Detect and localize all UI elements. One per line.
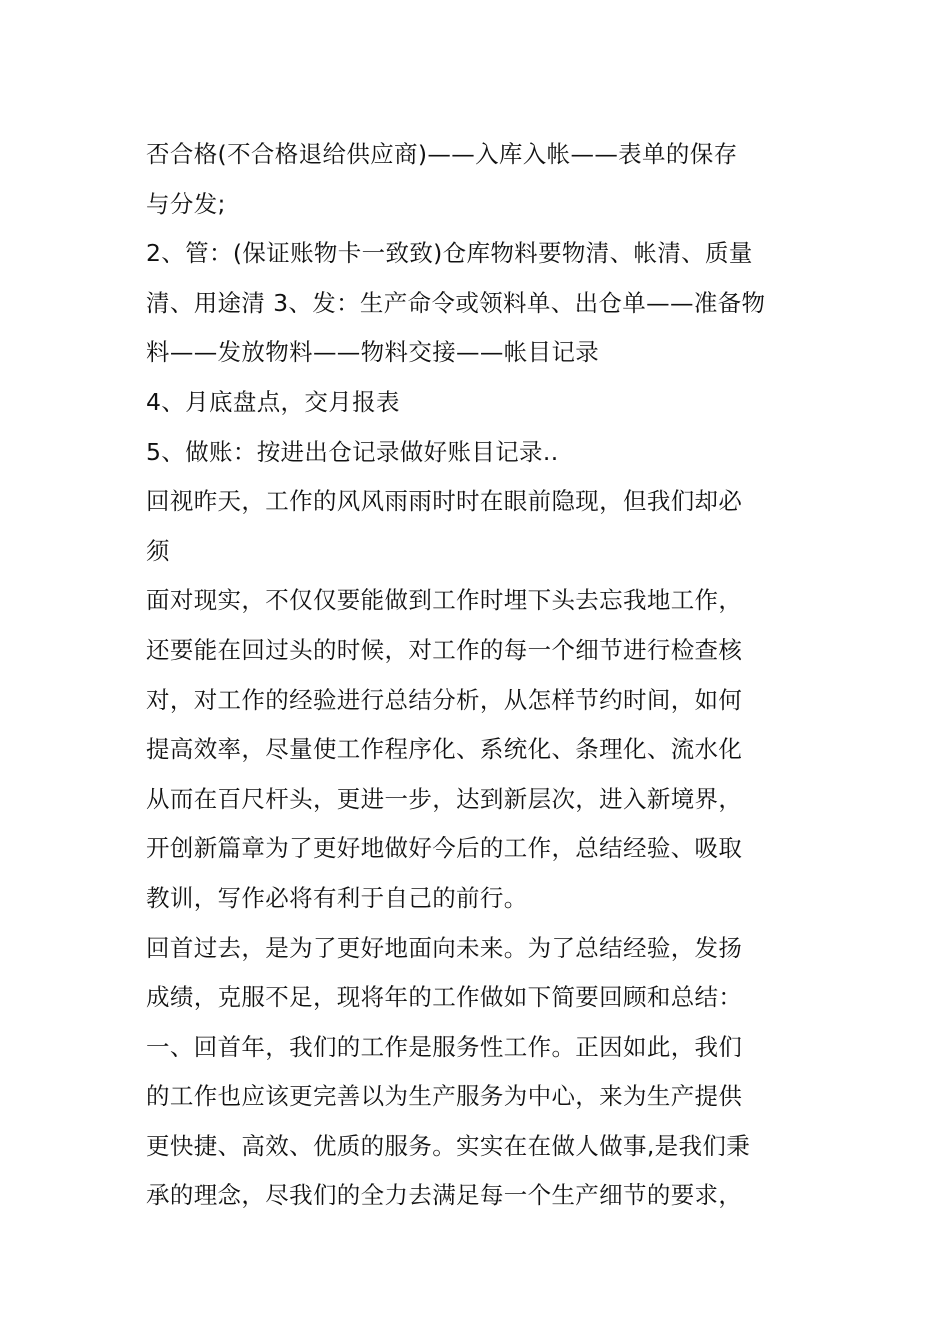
text-line: 的工作也应该更完善以为生产服务为中心，来为生产提供: [146, 1082, 743, 1111]
text-line: 从而在百尺杆头，更进一步，达到新层次，进入新境界，: [146, 784, 743, 813]
text-line: 开创新篇章为了更好地做好今后的工作，总结经验、吸取: [146, 834, 743, 863]
text-line: 回首过去，是为了更好地面向未来。为了总结经验，发扬: [146, 933, 743, 962]
text-line: 4、月底盘点，交月报表: [146, 387, 400, 416]
text-line: 承的理念，尽我们的全力去满足每一个生产细节的要求，: [146, 1181, 743, 1210]
text-line: 5、做账：按进出仓记录做好账目记录..: [146, 437, 559, 466]
text-line: 成绩，克服不足，现将年的工作做如下简要回顾和总结：: [146, 983, 743, 1012]
text-line: 对，对工作的经验进行总结分析，从怎样节约时间，如何: [146, 685, 743, 714]
text-line: 更快捷、高效、优质的服务。实实在在做人做事,是我们秉: [146, 1131, 751, 1160]
text-line: 料——发放物料——物料交接——帐目记录: [146, 338, 600, 367]
text-line: 教训，写作必将有利于自己的前行。: [146, 883, 528, 912]
text-line: 须: [146, 536, 170, 565]
text-line: 一、回首年，我们的工作是服务性工作。正因如此，我们: [146, 1032, 743, 1061]
text-line: 面对现实，不仅仅要能做到工作时埋下头去忘我地工作，: [146, 586, 743, 615]
text-line: 2、管：(保证账物卡一致致)仓库物料要物清、帐清、质量: [146, 239, 753, 268]
text-line: 回视昨天，工作的风风雨雨时时在眼前隐现，但我们却必: [146, 487, 743, 516]
text-line: 清、用途清 3、发：生产命令或领料单、出仓单——准备物: [146, 288, 766, 317]
text-line: 还要能在回过头的时候，对工作的每一个细节进行检查核: [146, 635, 743, 664]
text-line: 与分发;: [146, 189, 226, 218]
document-body: [146, 130, 810, 1221]
text-line: 提高效率，尽量使工作程序化、系统化、条理化、流水化: [146, 735, 743, 764]
text-line: 否合格(不合格退给供应商)——入库入帐——表单的保存: [146, 140, 738, 168]
